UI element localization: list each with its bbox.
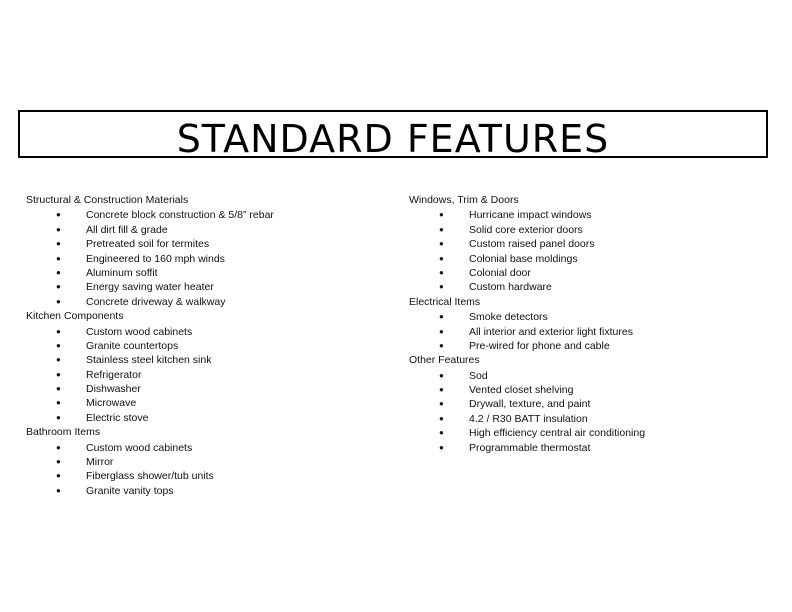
bullet-icon: ● [56,442,61,452]
list-item [26,223,386,237]
list-item [26,382,386,396]
list-item [26,252,386,266]
list-item [409,412,769,426]
bullet-icon: ● [439,282,444,292]
bullet-icon: ● [56,369,61,379]
item-text: All dirt fill & grade [86,223,168,236]
list-item [409,441,769,455]
list-item [409,310,769,324]
item-text: High efficiency central air conditioning [469,427,646,440]
item-text: Solid core exterior doors [469,223,583,236]
bullet-icon: ● [439,312,444,322]
list-item [409,383,769,397]
item-text: Stainless steel kitchen sink [86,354,212,367]
bullet-icon: ● [439,340,444,350]
item-text: Hurricane impact windows [469,209,592,222]
list-item [26,441,386,455]
list-item [409,369,769,383]
list-item [409,208,769,222]
section-heading: Structural & Construction Materials [26,194,189,206]
list-item [26,368,386,382]
list-item [26,208,386,222]
list-item [26,411,386,425]
bullet-icon: ● [56,267,61,277]
item-text: Concrete block construction & 5/8” rebar [86,209,274,222]
item-text: Custom wood cabinets [86,441,193,454]
section-heading: Kitchen Components [26,310,124,323]
item-text: Drywall, texture, and paint [469,398,591,411]
item-text: Granite vanity tops [86,484,174,497]
feature-list [409,369,769,455]
bullet-icon: ● [56,398,61,408]
list-item [409,252,769,266]
list-item [26,455,386,469]
item-text: Custom raised panel doors [469,238,595,251]
section-other [409,353,769,455]
bullet-icon: ● [439,224,444,234]
bullet-icon: ● [56,296,61,306]
bullet-icon: ● [56,355,61,365]
right-column [409,193,769,455]
list-item [26,237,386,251]
section-windows [409,193,769,295]
feature-list [26,441,386,499]
item-text: Dishwasher [86,383,141,396]
list-item [409,223,769,237]
item-text: Pretreated soil for termites [86,238,210,251]
bullet-icon: ● [439,428,444,438]
bullet-icon: ● [439,267,444,277]
bullet-icon: ● [439,370,444,380]
bullet-icon: ● [439,442,444,452]
list-item [26,396,386,410]
bullet-icon: ● [56,457,61,467]
bullet-icon: ● [439,385,444,395]
bullet-icon: ● [56,412,61,422]
bullet-icon: ● [56,224,61,234]
section-bathroom [26,425,386,498]
list-item [26,325,386,339]
title-box [18,110,768,161]
item-text: Concrete driveway & walkway [86,295,226,308]
item-text: Custom wood cabinets [86,325,193,338]
bullet-icon: ● [439,239,444,249]
item-text: 4.2 / R30 BATT insulation [469,412,588,425]
bullet-icon: ● [56,326,61,336]
list-item [26,469,386,483]
bullet-icon: ● [56,340,61,350]
list-item [26,266,386,280]
section-heading: Other Features [409,354,480,367]
item-text: Sod [469,369,488,382]
list-item [409,397,769,411]
item-text: Colonial door [469,266,531,279]
list-item [409,325,769,339]
list-item [26,484,386,498]
bullet-icon: ● [56,471,61,481]
feature-list [409,208,769,294]
item-text: All interior and exterior light fixtures [469,325,633,338]
section-kitchen [26,309,386,425]
list-item [409,426,769,440]
item-text: Engineered to 160 mph winds [86,252,225,265]
section-heading: Electrical Items [409,295,481,308]
section-electrical [409,295,769,354]
section-structural [26,193,386,309]
list-item [409,339,769,353]
list-item [26,295,386,309]
item-text: Refrigerator [86,368,142,381]
item-text: Granite countertops [86,339,179,352]
bullet-icon: ● [439,253,444,263]
bullet-icon: ● [56,239,61,249]
list-item [26,353,386,367]
list-item [26,280,386,294]
item-text: Colonial base moldings [469,252,578,265]
bullet-icon: ● [56,384,61,394]
feature-list [409,310,769,353]
bullet-icon: ● [56,282,61,292]
bullet-icon: ● [56,485,61,495]
list-item [409,266,769,280]
section-heading: Bathroom Items [26,426,101,439]
left-column [26,193,386,498]
item-text: Microwave [86,397,137,410]
list-item [409,237,769,251]
list-item [409,280,769,294]
item-text: Custom hardware [469,281,552,294]
item-text: Pre-wired for phone and cable [469,339,610,352]
item-text: Electric stove [86,411,149,424]
item-text: Aluminum soffit [86,266,158,279]
feature-list [26,325,386,426]
bullet-icon: ● [439,326,444,336]
feature-list [26,208,386,309]
bullet-icon: ● [439,413,444,423]
item-text: Fiberglass shower/tub units [86,470,214,483]
page-title: STANDARD FEATURES [176,117,610,161]
bullet-icon: ● [56,253,61,263]
item-text: Smoke detectors [469,311,548,324]
bullet-icon: ● [56,210,61,220]
section-heading: Windows, Trim & Doors [409,194,519,206]
list-item [26,339,386,353]
bullet-icon: ● [439,399,444,409]
item-text: Programmable thermostat [469,441,591,454]
item-text: Energy saving water heater [86,281,214,294]
item-text: Mirror [86,456,114,469]
bullet-icon: ● [439,210,444,220]
item-text: Vented closet shelving [469,384,574,397]
